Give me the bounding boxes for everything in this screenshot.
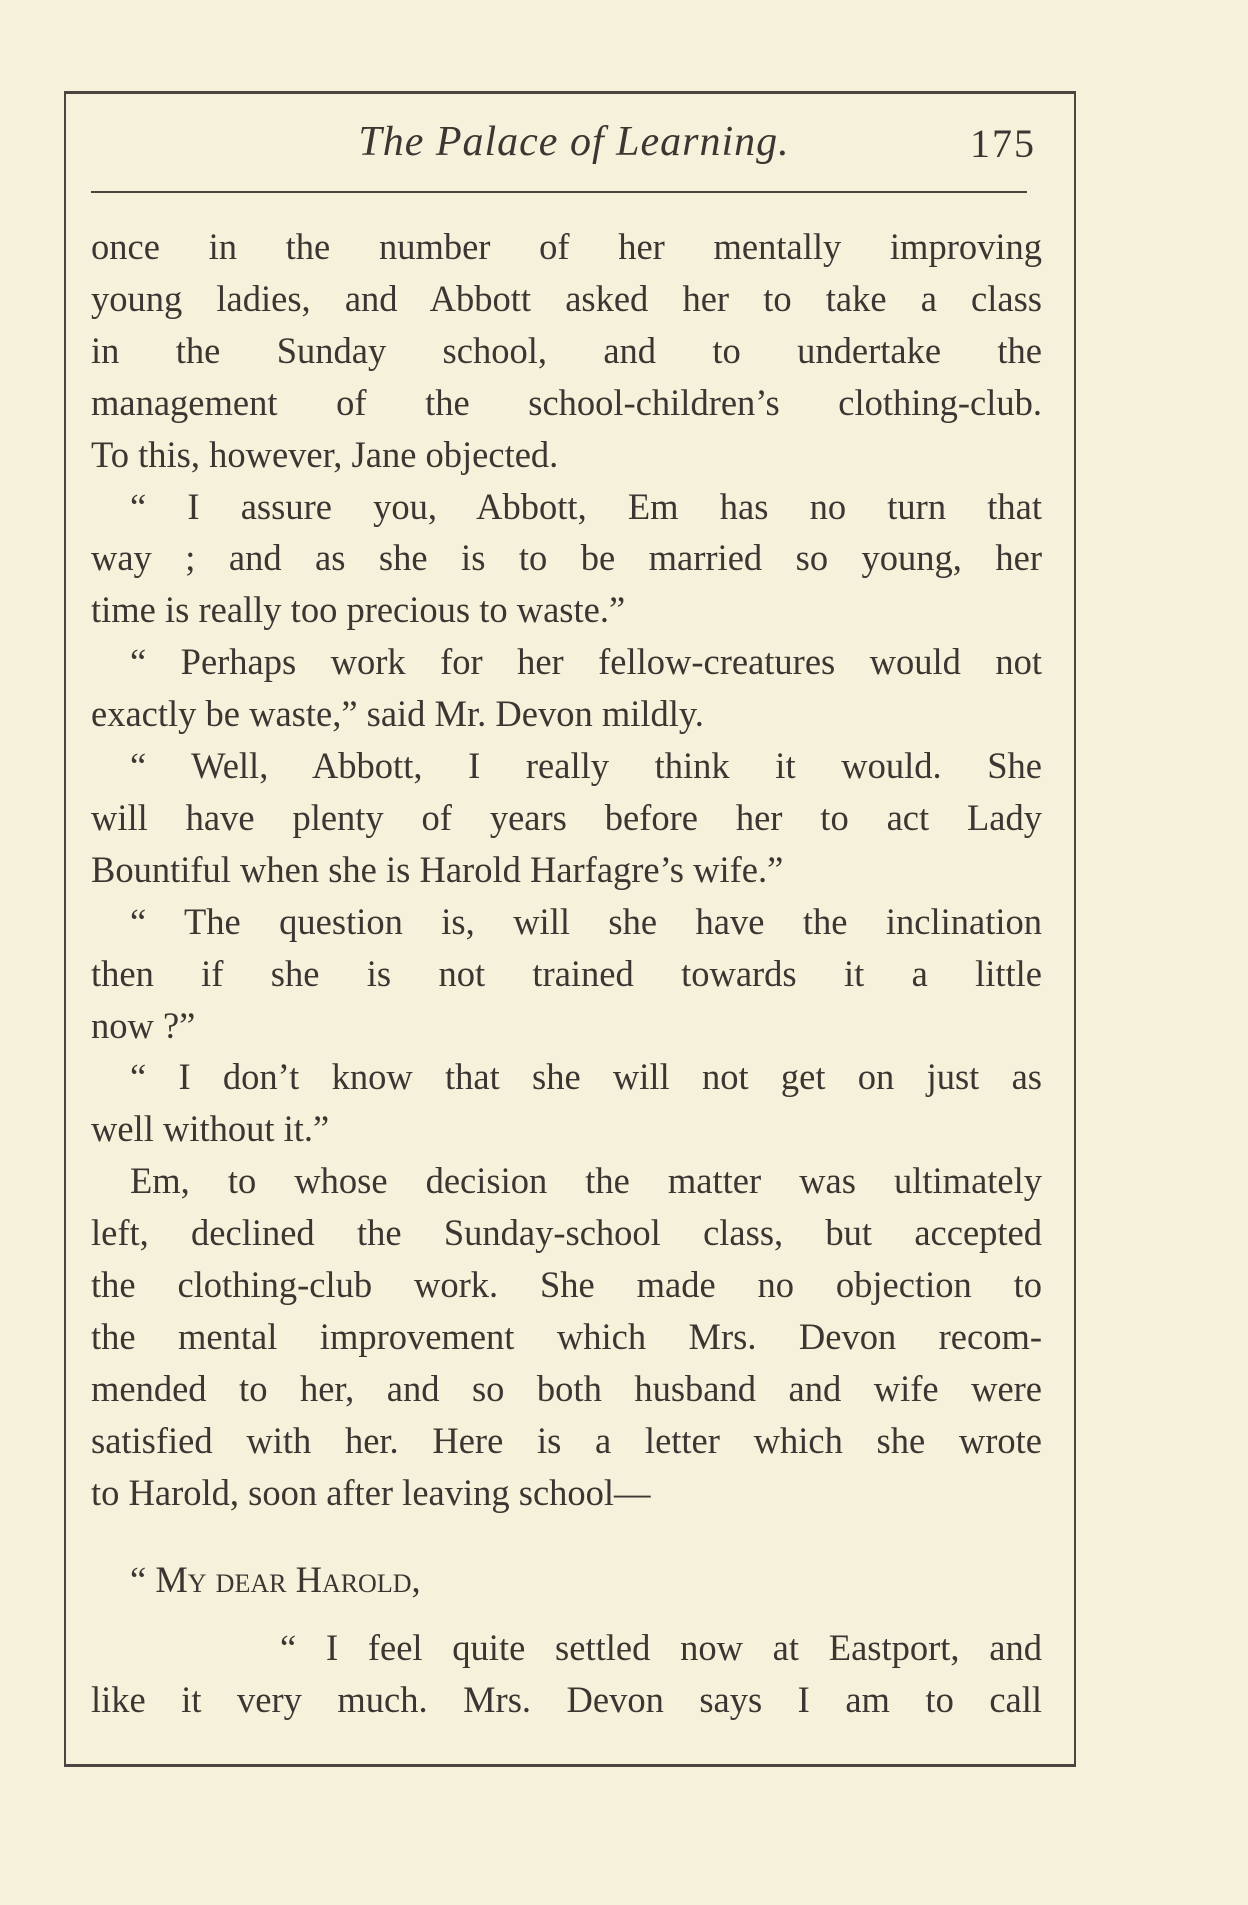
text-line: “ I feel quite settled now at Eastport, and: [280, 1627, 1042, 1668]
text-line: “ I don’t know that she will not get on just as: [130, 1056, 1042, 1098]
text-line: well without it.”: [91, 1108, 330, 1150]
text-line: “ The question is, will she have the inclination: [130, 900, 1042, 942]
text-line: “ I assure you, Abbott, Em has no turn that: [130, 485, 1042, 527]
text-line: the mental improvement which Mrs. Devon recom-: [91, 1315, 1042, 1357]
text-line: Bountiful when she is Harold Harfagre’s wife.”: [91, 848, 784, 890]
text-line: “ My dear Harold,: [130, 1559, 421, 1600]
text-line: to Harold, soon after leaving school—: [91, 1471, 651, 1513]
text-line: mended to her, and so both husband and wife were: [91, 1367, 1042, 1409]
text-line: young ladies, and Abbott asked her to take a class: [91, 277, 1042, 319]
running-head: [0, 118, 1248, 166]
running-head-title: The Palace of Learning.: [358, 119, 790, 165]
text-line: way ; and as she is to be married so young, her: [91, 537, 1042, 579]
text-line: left, declined the Sunday-school class, but accepted: [91, 1212, 1042, 1254]
text-line: time is really too precious to waste.”: [91, 589, 626, 631]
text-line: satisfied with her. Here is a letter which she wrote: [91, 1419, 1042, 1461]
text-line: “ Well, Abbott, I really think it would. She: [130, 745, 1042, 786]
text-line: the clothing-club work. She made no objection to: [91, 1264, 1042, 1305]
text-line: exactly be waste,” said Mr. Devon mildly.: [91, 693, 704, 735]
text-line: management of the school-children’s clothing-club.: [91, 381, 1042, 423]
text-line: will have plenty of years before her to act Lady: [91, 796, 1042, 838]
text-line: in the Sunday school, and to undertake the: [91, 329, 1042, 371]
text-line: once in the number of her mentally improving: [91, 226, 1042, 267]
page-number: 175: [970, 121, 1036, 166]
header-rule: [91, 191, 1027, 193]
text-line: like it very much. Mrs. Devon says I am to call: [91, 1678, 1042, 1720]
text-line: Em, to whose decision the matter was ultimately: [130, 1160, 1042, 1202]
text-line: To this, however, Jane objected.: [91, 433, 559, 475]
text-line: then if she is not trained towards it a little: [91, 952, 1042, 994]
text-line: “ Perhaps work for her fellow-creatures would not: [130, 641, 1042, 683]
text-line: now ?”: [91, 1004, 196, 1046]
